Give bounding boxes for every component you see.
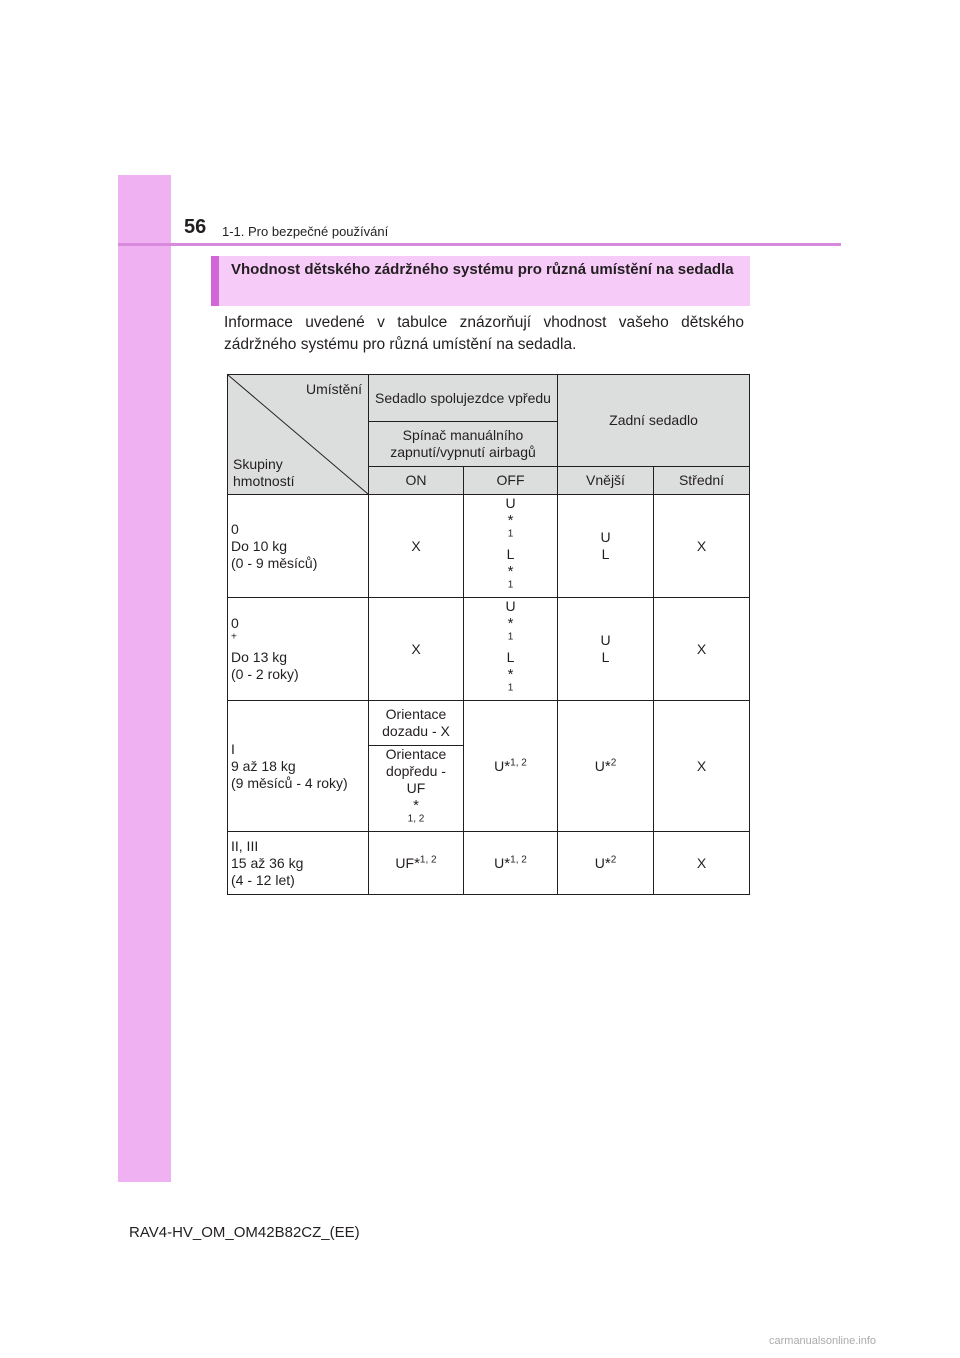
group-cell: I 9 až 18 kg (9 měsíců - 4 roky) xyxy=(228,701,369,832)
off-cell: U * $^1$ L * $^1$ xyxy=(464,495,558,598)
watermark: carmanualsonline.info xyxy=(769,1335,877,1347)
outer-cell: U*$^2$ xyxy=(558,701,654,832)
corner-label-group: Skupiny hmotností xyxy=(233,456,295,489)
col-header-off: OFF xyxy=(464,467,558,495)
center-cell: X xyxy=(654,701,750,832)
section-heading-box xyxy=(211,256,750,306)
outer-cell: U L xyxy=(558,495,654,598)
center-cell: X xyxy=(654,495,750,598)
col-header-center: Střední xyxy=(654,467,750,495)
rear-seat-header: Zadní sedadlo xyxy=(558,375,750,467)
table-corner-cell xyxy=(228,375,369,495)
col-header-outer: Vnější xyxy=(558,467,654,495)
front-seat-header: Sedadlo spolujezdce vpředu xyxy=(369,375,558,422)
off-cell: U*$^{1, 2}$ xyxy=(464,701,558,832)
on-cell: UF*$^{1, 2}$ xyxy=(369,832,464,895)
section-title: 1-1. Pro bezpečné používání xyxy=(222,224,389,239)
table-row xyxy=(228,701,750,746)
group-cell: 0 + Do 13 kg (0 - 2 roky) xyxy=(228,598,369,701)
header-divider xyxy=(118,243,841,246)
page-number: 56 xyxy=(184,216,207,238)
airbag-switch-header: Spínač manuálního zapnutí/vypnutí airbagů xyxy=(369,422,558,467)
child-seat-suitability-table xyxy=(227,374,750,895)
center-cell: X xyxy=(654,832,750,895)
off-cell: U * $^1$ L * $^1$ xyxy=(464,598,558,701)
col-header-on: ON xyxy=(369,467,464,495)
group-cell: II, III 15 až 36 kg (4 - 12 let) xyxy=(228,832,369,895)
outer-cell: U L xyxy=(558,598,654,701)
document-code: RAV4-HV_OM_OM42B82CZ_(EE) xyxy=(129,1224,360,1241)
on-cell-forward-facing: Orientace dopředu - UF * $^{1, 2}$ xyxy=(369,746,464,832)
on-cell: X xyxy=(369,598,464,701)
table-row xyxy=(228,832,750,895)
section-heading: Vhodnost dětského zádržného systému pro různá umístění na sedadla xyxy=(231,261,734,278)
on-cell: X xyxy=(369,495,464,598)
outer-cell: U*$^2$ xyxy=(558,832,654,895)
off-cell: U*$^{1, 2}$ xyxy=(464,832,558,895)
on-cell-rear-facing: Orientace dozadu - X xyxy=(369,701,464,746)
side-tab-bar xyxy=(118,175,171,1182)
group-cell: 0 Do 10 kg (0 - 9 měsíců) xyxy=(228,495,369,598)
table-row xyxy=(228,495,750,598)
corner-label-position: Umístění xyxy=(305,381,362,397)
table-header-row xyxy=(228,375,750,422)
intro-paragraph: Informace uvedené v tabulce znázorňují vhodnost vašeho dětského zádržného systému pro různá umístění na sedadla. xyxy=(224,314,744,353)
center-cell: X xyxy=(654,598,750,701)
table-row xyxy=(228,598,750,701)
